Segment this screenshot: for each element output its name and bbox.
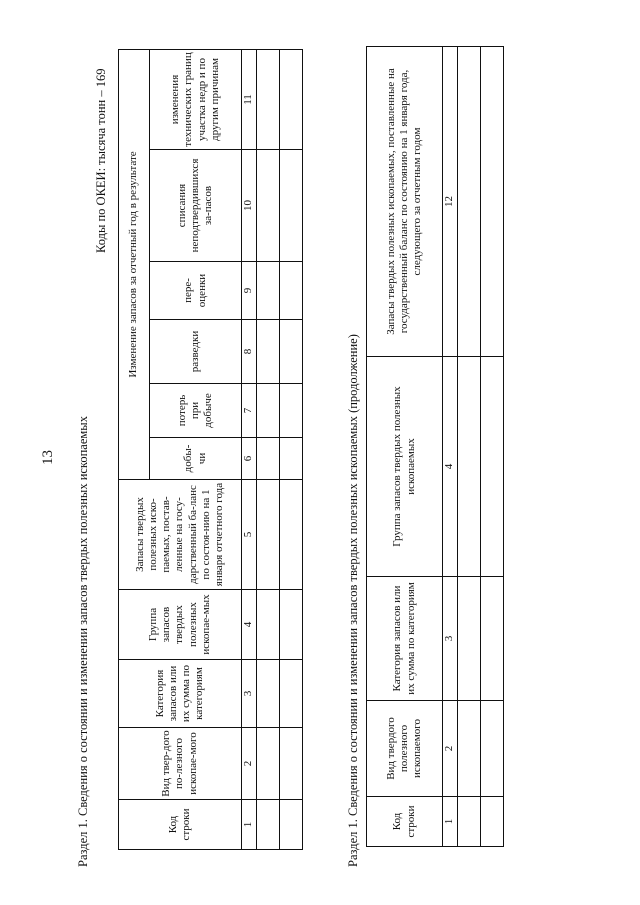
col-num: 1 [443,797,458,847]
cont-header-group: Группа запасов твердых полезных ископаемых [367,357,443,577]
cont-header-type: Вид твердого полезного ископаемого [367,701,443,797]
col-num: 6 [242,438,257,480]
data-row [257,50,280,850]
col-num: 8 [242,320,257,384]
header-change-group: Изменение запасов за отчетный год в результате [119,50,150,480]
section1-table [118,49,303,850]
header-losses: потерь при добыче [150,384,242,438]
section1-cont-title: Раздел 1. Сведения о состоянии и изменении запасов твердых полезных ископаемых (продолжение) [346,334,360,867]
header-exploration: разведки [150,320,242,384]
page-number: 13 [40,450,56,465]
col-num: 10 [242,150,257,262]
col-num: 9 [242,262,257,320]
header-group: Группа запасов твердых полезных ископае-мых [119,590,242,660]
col-num: 3 [242,660,257,728]
column-number-row [242,50,257,850]
header-revaluation: пере-оценки [150,262,242,320]
cont-header-code: Код строки [367,797,443,847]
data-row [280,50,303,850]
col-num: 3 [443,577,458,701]
section1-title: Раздел 1. Сведения о состоянии и изменении запасов твердых полезных ископаемых [76,416,90,867]
data-row [481,47,504,847]
col-num: 2 [242,728,257,800]
col-num: 5 [242,480,257,590]
col-num: 12 [443,47,458,357]
cont-header-category: Категория запасов или их сумма по категориям [367,577,443,701]
cont-column-number-row [443,47,458,847]
col-num: 4 [242,590,257,660]
data-row [458,47,481,847]
okei-codes: Коды по ОКЕИ: тысяча тонн – 169 [94,68,108,253]
header-category: Категория запасов или их сумма по категориям [119,660,242,728]
header-writeoff: списания неподтвердившихся за-пасов [150,150,242,262]
col-num: 2 [443,701,458,797]
cont-header-reserves-end: Запасы твердых полезных ископаемых, поставленные на государственный баланс по состоянию на 1 января года, следующего за отчетным годом [367,47,443,357]
col-num: 1 [242,800,257,850]
col-num: 7 [242,384,257,438]
header-type: Вид твер-дого по-лезного ископае-мого [119,728,242,800]
header-boundaries: изменения технических границ участка недр и по другим причинам [150,50,242,150]
header-mining: добы-чи [150,438,242,480]
col-num: 4 [443,357,458,577]
col-num: 11 [242,50,257,150]
header-code: Код строки [119,800,242,850]
section1-cont-table [366,46,504,847]
header-reserves-start: Запасы твердых полезных иско-паемых, постав-ленные на госу-дарственный ба-ланс по состоя-нию на 1 января отчетного года [119,480,242,590]
